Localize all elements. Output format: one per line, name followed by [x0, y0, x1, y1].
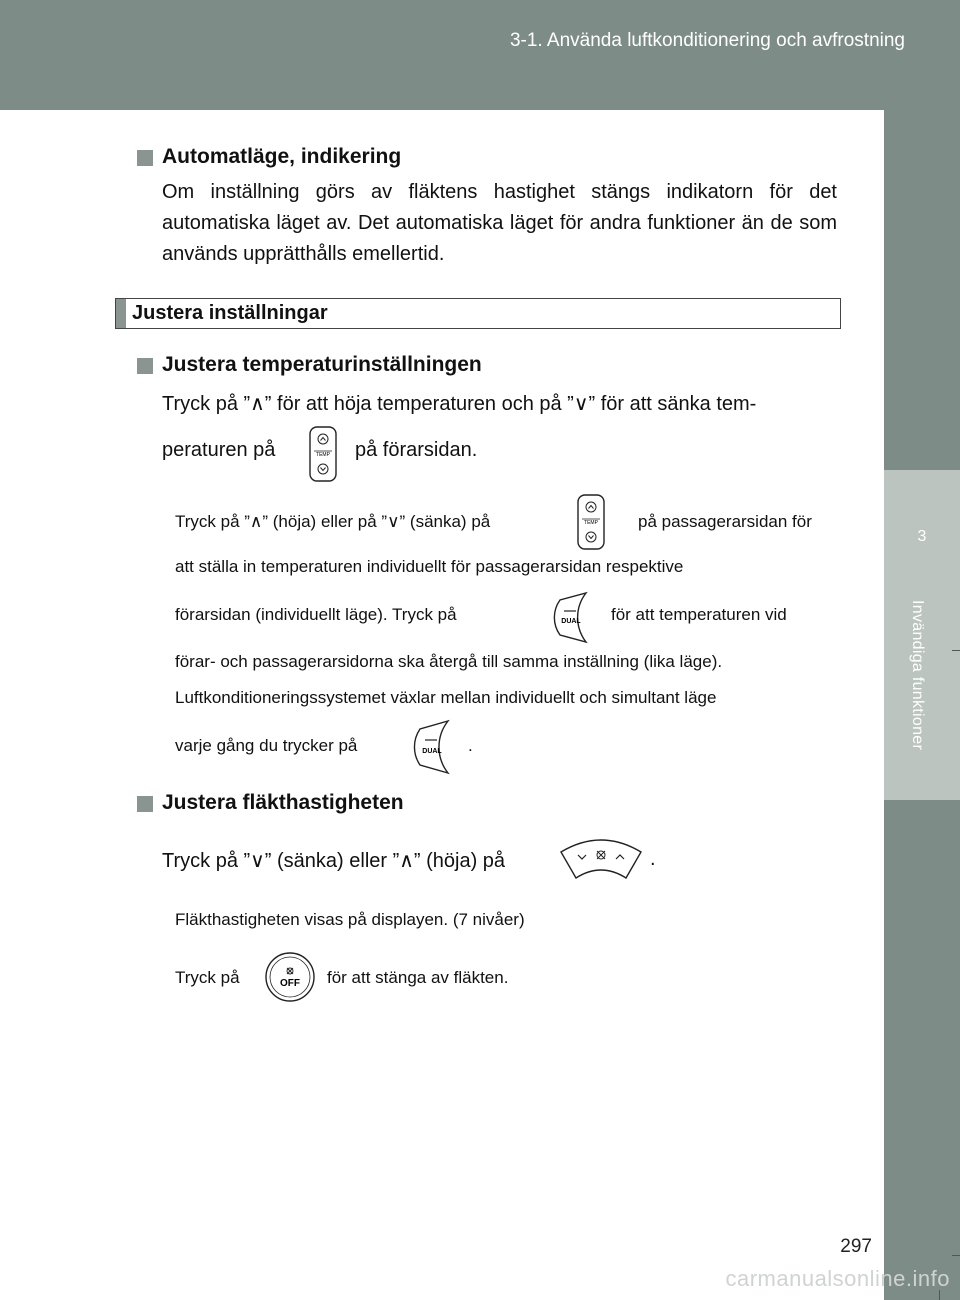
- dual-label: DUAL: [422, 748, 442, 755]
- bullet-square: [137, 150, 153, 166]
- temp-note-l5: Luftkonditioneringssystemet växlar mellan individuellt och simultant läge: [175, 688, 717, 707]
- temp-note-l6a: varje gång du trycker på: [175, 736, 358, 755]
- section-bar-accent: [116, 299, 126, 328]
- bullet-square: [137, 358, 153, 374]
- off-label: OFF: [280, 978, 300, 989]
- temp-button-icon: [576, 493, 606, 551]
- fan-note1: Fläkthastigheten visas på displayen. (7 nivåer): [175, 910, 525, 929]
- fan-speed-button-icon: [556, 830, 646, 882]
- temp-note-l4: förar- och passagerarsidorna ska återgå till samma inställning (lika läge).: [175, 652, 723, 671]
- dual-label: DUAL: [561, 618, 581, 625]
- fan-line-b: .: [650, 848, 656, 870]
- watermark: carmanualsonline.info: [725, 1266, 950, 1291]
- chapter-number: 3: [917, 528, 927, 545]
- temp-note-l3a: förarsidan (individuellt läge). Tryck på: [175, 605, 457, 624]
- temp-note-l6b: .: [468, 736, 473, 755]
- temperature-line2b: på förarsidan.: [355, 439, 478, 461]
- temperature-line1: Tryck på ”∧” för att höja temperaturen och på ”∨” för att sänka tem-: [162, 393, 757, 415]
- temp-note-l3b: för att temperaturen vid: [611, 605, 787, 624]
- dual-button-icon: [548, 590, 596, 645]
- section-title: Justera inställningar: [132, 302, 328, 324]
- fan-note2a: Tryck på: [175, 968, 240, 987]
- page-number: 297: [840, 1236, 872, 1257]
- auto-mode-heading: Automatläge, indikering: [162, 145, 402, 168]
- fan-line-a: Tryck på ”∨” (sänka) eller ”∧” (höja) på: [162, 850, 506, 872]
- dual-button-icon: [408, 718, 456, 776]
- temp-note-l1a: Tryck på ”∧” (höja) eller på ”∨” (sänka) på: [175, 512, 491, 531]
- chapter-title: Invändiga funktioner: [909, 600, 926, 751]
- page-header: [0, 0, 960, 110]
- fan-off-button-icon: [264, 951, 316, 1003]
- temp-note-l2: att ställa in temperaturen individuellt för passagerarsidan respektive: [175, 557, 684, 576]
- section-title-bar: [115, 298, 841, 329]
- temp-button-icon: [308, 425, 338, 483]
- temp-label: TEMP: [584, 520, 598, 526]
- auto-mode-body: Om inställning görs av fläktens hastighet stängs indikatorn för det automatiska läget av. Det automatiska läget för andra funktioner än de som används upprätthålls emellertid.: [162, 181, 837, 265]
- temp-note-l1b: på passagerarsidan för: [638, 512, 812, 531]
- temp-label: TEMP: [316, 452, 330, 458]
- bullet-square: [137, 796, 153, 812]
- header-section-title: 3-1. Använda luftkonditionering och avfrostning: [509, 30, 905, 51]
- crop-mark: [952, 1255, 960, 1256]
- temperature-line2a: peraturen på: [162, 439, 276, 461]
- fan-heading: Justera fläkthastigheten: [162, 791, 404, 814]
- temperature-heading: Justera temperaturinställningen: [162, 353, 482, 376]
- fan-note2b: för att stänga av fläkten.: [327, 968, 509, 987]
- crop-mark: [952, 650, 960, 651]
